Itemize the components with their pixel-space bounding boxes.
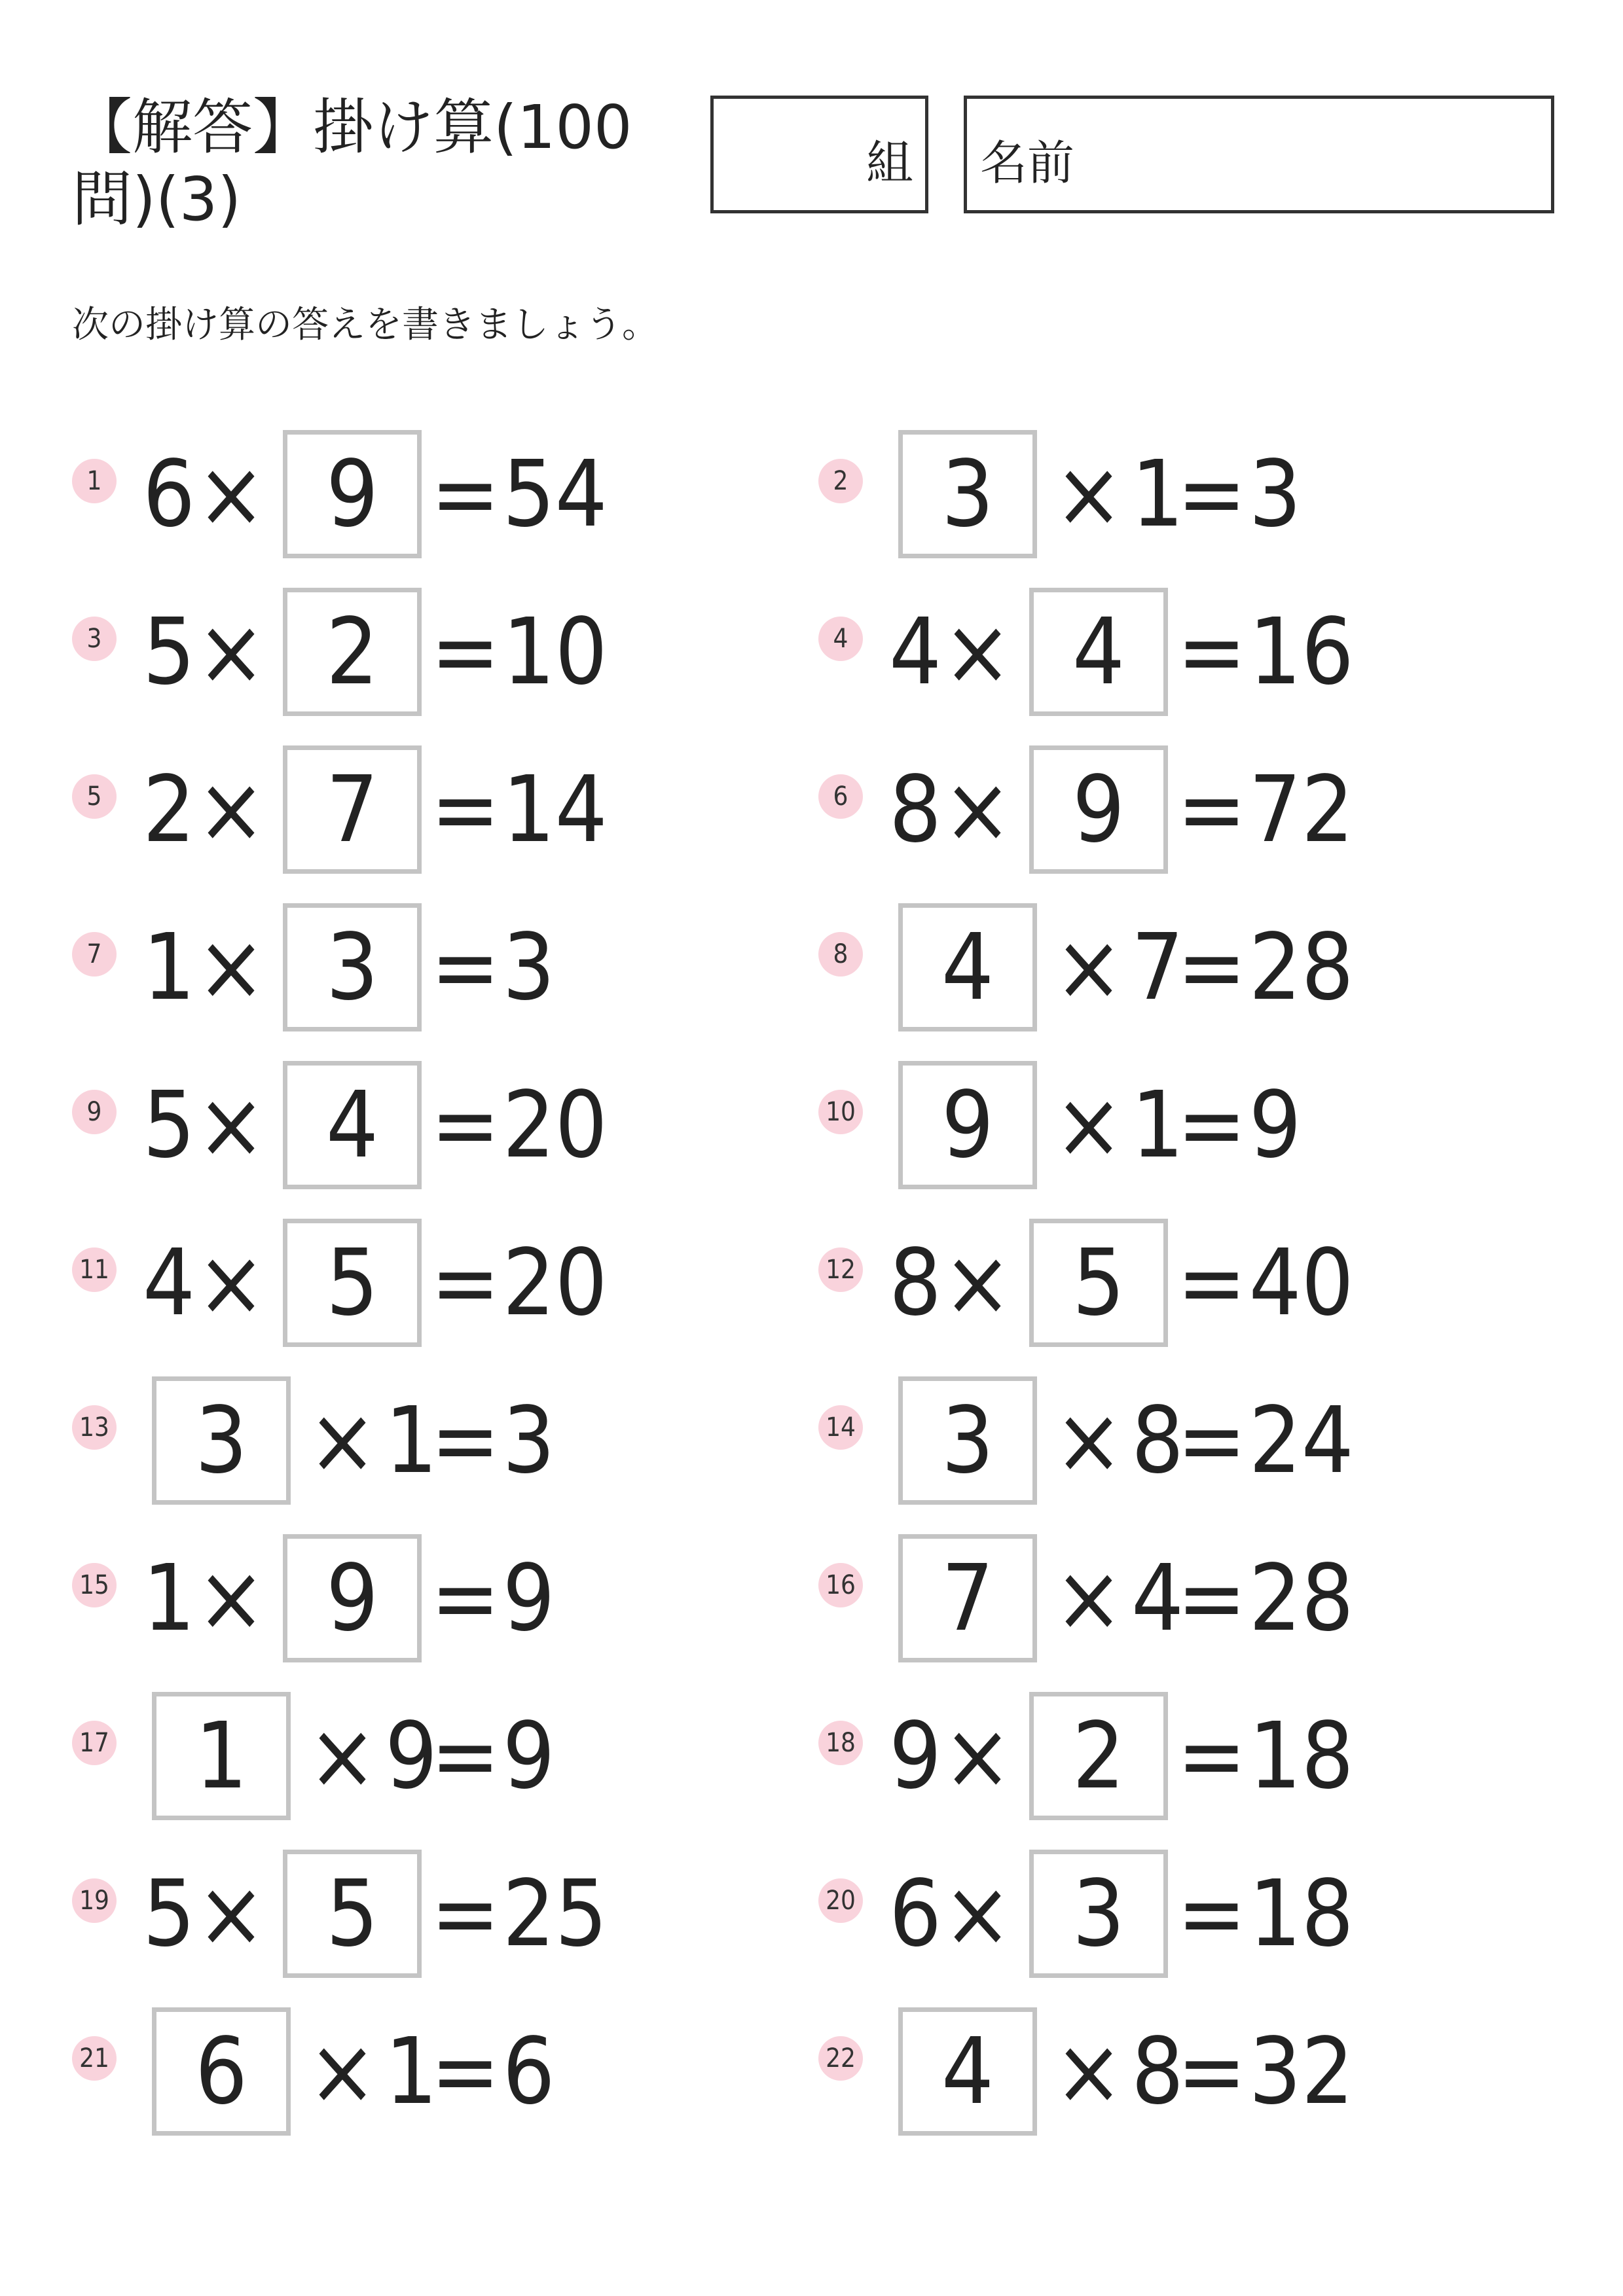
answer-box[interactable]: 4 — [1029, 588, 1168, 716]
multiplier: 9 — [385, 1702, 438, 1810]
multiplier: 8 — [1131, 2018, 1184, 2125]
answer-box[interactable]: 2 — [1029, 1692, 1168, 1820]
product: 3 — [1249, 440, 1302, 548]
answer-box[interactable]: 7 — [898, 1534, 1037, 1662]
product: 10 — [502, 598, 608, 706]
multiplicand: 5 — [143, 1860, 196, 1967]
problem-6 — [818, 744, 1354, 875]
problem-11 — [72, 1217, 608, 1348]
answer-box[interactable]: 3 — [283, 903, 422, 1031]
problem-number: 3 — [72, 617, 117, 661]
name-label: 名前 — [980, 135, 1075, 190]
product: 14 — [502, 756, 608, 863]
problem-5 — [72, 744, 608, 875]
multiplier: 1 — [385, 1387, 438, 1494]
multiplier: 8 — [1131, 1387, 1184, 1494]
times-sign: × — [1054, 2018, 1123, 2125]
problem-16 — [818, 1533, 1354, 1664]
problem-19 — [72, 1848, 608, 1979]
product: 9 — [502, 1702, 555, 1810]
class-label: 組 — [866, 135, 913, 190]
equals-sign: = — [431, 1702, 500, 1810]
answer-box[interactable]: 9 — [898, 1061, 1037, 1189]
product: 28 — [1249, 1545, 1354, 1652]
equals-sign: = — [1177, 756, 1247, 863]
problem-3 — [72, 586, 608, 717]
product: 20 — [502, 1229, 608, 1336]
times-sign: × — [196, 440, 266, 548]
product: 3 — [502, 1387, 555, 1494]
answer-box[interactable]: 6 — [152, 2007, 291, 2136]
problem-number: 16 — [818, 1563, 863, 1607]
problem-number: 5 — [72, 774, 117, 819]
answer-box[interactable]: 3 — [898, 1376, 1037, 1505]
equals-sign: = — [1177, 2018, 1247, 2125]
multiplicand: 1 — [143, 914, 196, 1021]
product: 9 — [1249, 1071, 1302, 1179]
equals-sign: = — [1177, 1387, 1247, 1494]
problem-12 — [818, 1217, 1354, 1348]
equals-sign: = — [1177, 1545, 1247, 1652]
answer-box[interactable]: 1 — [152, 1692, 291, 1820]
problem-21 — [72, 2006, 555, 2137]
product: 18 — [1249, 1702, 1354, 1810]
problem-7 — [72, 902, 555, 1033]
multiplicand: 1 — [143, 1545, 196, 1652]
product: 9 — [502, 1545, 555, 1652]
problem-15 — [72, 1533, 555, 1664]
problem-14 — [818, 1375, 1354, 1506]
answer-box[interactable]: 9 — [1029, 745, 1168, 874]
multiplicand: 5 — [143, 1071, 196, 1179]
problem-number: 4 — [818, 617, 863, 661]
answer-box[interactable]: 2 — [283, 588, 422, 716]
product: 40 — [1249, 1229, 1354, 1336]
product: 6 — [502, 2018, 555, 2125]
multiplier: 1 — [1131, 1071, 1184, 1179]
answer-box[interactable]: 5 — [1029, 1219, 1168, 1347]
problem-number: 21 — [72, 2036, 117, 2081]
multiplicand: 6 — [143, 440, 196, 548]
equals-sign: = — [431, 1229, 500, 1336]
times-sign: × — [943, 1860, 1012, 1967]
problem-2 — [818, 429, 1302, 560]
equals-sign: = — [431, 1387, 500, 1494]
product: 72 — [1249, 756, 1354, 863]
times-sign: × — [308, 2018, 377, 2125]
product: 25 — [502, 1860, 608, 1967]
problem-20 — [818, 1848, 1354, 1979]
times-sign: × — [943, 1702, 1012, 1810]
equals-sign: = — [431, 598, 500, 706]
problem-number: 8 — [818, 932, 863, 977]
times-sign: × — [1054, 914, 1123, 1021]
problem-4 — [818, 586, 1354, 717]
equals-sign: = — [431, 756, 500, 863]
equals-sign: = — [1177, 914, 1247, 1021]
answer-box[interactable]: 3 — [152, 1376, 291, 1505]
answer-box[interactable]: 9 — [283, 430, 422, 558]
product: 32 — [1249, 2018, 1354, 2125]
problem-number: 2 — [818, 459, 863, 503]
answer-box[interactable]: 4 — [283, 1061, 422, 1189]
times-sign: × — [196, 756, 266, 863]
times-sign: × — [196, 598, 266, 706]
answer-box[interactable]: 5 — [283, 1219, 422, 1347]
problem-10 — [818, 1060, 1302, 1191]
product: 54 — [502, 440, 608, 548]
times-sign: × — [308, 1387, 377, 1494]
equals-sign: = — [431, 914, 500, 1021]
equals-sign: = — [431, 1071, 500, 1179]
multiplicand: 5 — [143, 598, 196, 706]
page-title: 【解答】掛け算(100問)(3) — [72, 92, 632, 234]
equals-sign: = — [1177, 598, 1247, 706]
multiplicand: 6 — [889, 1860, 942, 1967]
equals-sign: = — [431, 2018, 500, 2125]
multiplicand: 2 — [143, 756, 196, 863]
product: 20 — [502, 1071, 608, 1179]
problem-number: 1 — [72, 459, 117, 503]
problem-number: 19 — [72, 1878, 117, 1923]
multiplicand: 9 — [889, 1702, 942, 1810]
multiplicand: 4 — [889, 598, 942, 706]
answer-box[interactable]: 9 — [283, 1534, 422, 1662]
problem-1 — [72, 429, 608, 560]
times-sign: × — [1054, 1387, 1123, 1494]
product: 3 — [502, 914, 555, 1021]
problem-number: 17 — [72, 1721, 117, 1765]
answer-box[interactable]: 4 — [898, 2007, 1037, 2136]
multiplicand: 4 — [143, 1229, 196, 1336]
equals-sign: = — [1177, 1071, 1247, 1179]
multiplier: 7 — [1131, 914, 1184, 1021]
times-sign: × — [196, 1545, 266, 1652]
product: 18 — [1249, 1860, 1354, 1967]
times-sign: × — [943, 598, 1012, 706]
answer-box[interactable]: 3 — [898, 430, 1037, 558]
times-sign: × — [943, 756, 1012, 863]
multiplier: 1 — [385, 2018, 438, 2125]
problem-number: 18 — [818, 1721, 863, 1765]
problem-number: 11 — [72, 1247, 117, 1292]
problem-17 — [72, 1691, 555, 1821]
equals-sign: = — [431, 1860, 500, 1967]
multiplier: 4 — [1131, 1545, 1184, 1652]
instruction-text: 次の掛け算の答えを書きましょう。 — [72, 304, 659, 346]
times-sign: × — [196, 1071, 266, 1179]
problem-number: 13 — [72, 1405, 117, 1450]
times-sign: × — [196, 914, 266, 1021]
times-sign: × — [196, 1229, 266, 1336]
product: 24 — [1249, 1387, 1354, 1494]
times-sign: × — [196, 1860, 266, 1967]
answer-box[interactable]: 4 — [898, 903, 1037, 1031]
problem-number: 15 — [72, 1563, 117, 1607]
multiplicand: 8 — [889, 756, 942, 863]
problem-13 — [72, 1375, 555, 1506]
problem-number: 14 — [818, 1405, 863, 1450]
answer-box[interactable]: 5 — [283, 1850, 422, 1978]
problem-9 — [72, 1060, 608, 1191]
times-sign: × — [308, 1702, 377, 1810]
equals-sign: = — [1177, 440, 1247, 548]
problem-number: 20 — [818, 1878, 863, 1923]
product: 28 — [1249, 914, 1354, 1021]
equals-sign: = — [1177, 1229, 1247, 1336]
equals-sign: = — [431, 1545, 500, 1652]
equals-sign: = — [1177, 1860, 1247, 1967]
problem-22 — [818, 2006, 1354, 2137]
times-sign: × — [1054, 1545, 1123, 1652]
problem-number: 6 — [818, 774, 863, 819]
problem-18 — [818, 1691, 1354, 1821]
times-sign: × — [1054, 440, 1123, 548]
equals-sign: = — [1177, 1702, 1247, 1810]
problem-number: 22 — [818, 2036, 863, 2081]
problem-number: 12 — [818, 1247, 863, 1292]
product: 16 — [1249, 598, 1354, 706]
equals-sign: = — [431, 440, 500, 548]
times-sign: × — [1054, 1071, 1123, 1179]
multiplicand: 8 — [889, 1229, 942, 1336]
problem-number: 9 — [72, 1090, 117, 1134]
problem-number: 10 — [818, 1090, 863, 1134]
problem-8 — [818, 902, 1354, 1033]
multiplier: 1 — [1131, 440, 1184, 548]
times-sign: × — [943, 1229, 1012, 1336]
answer-box[interactable]: 7 — [283, 745, 422, 874]
problem-number: 7 — [72, 932, 117, 977]
answer-box[interactable]: 3 — [1029, 1850, 1168, 1978]
